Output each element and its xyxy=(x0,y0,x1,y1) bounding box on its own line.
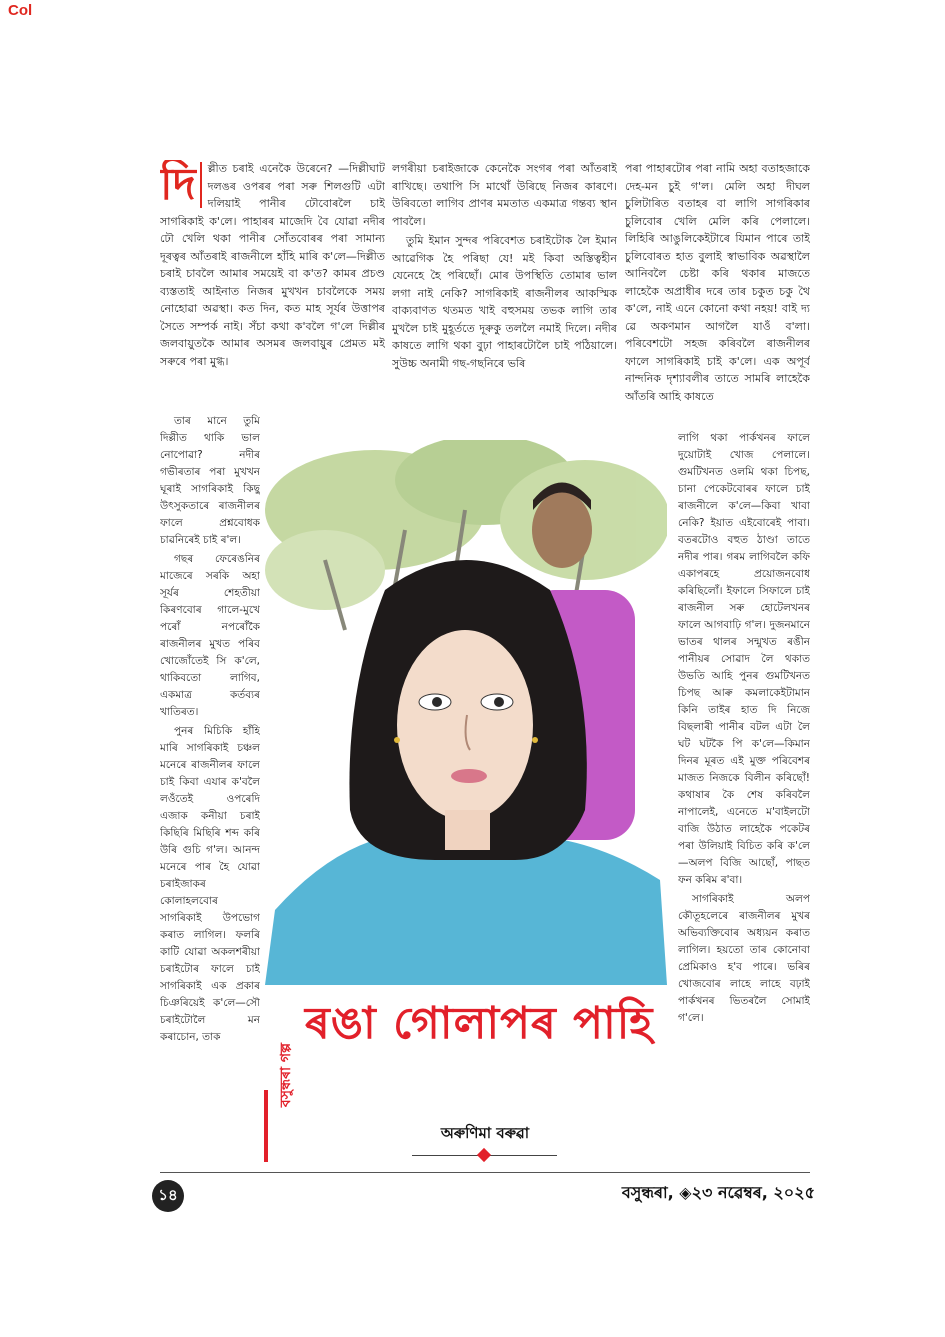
publication-name: বসুন্ধৰা, xyxy=(621,1183,674,1202)
publication-footer xyxy=(545,1180,815,1207)
column-3-paragraph: লাগি থকা পাৰ্কখনৰ ফালে দুয়োটাই খোজ পেলালে। গুমটিখনত ওলমি থকা চিপছ, চানা পেকেটবোৰৰ ফালে চাই ৰাজনীলে ক'লে—কিবা খাবা নেকি? ইয়াত এইবোৰেই পাবা। বতৰটোও বহুত ঠাণ্ডা তাতে নদীৰ পাৰ। গৰম লাগিবলৈ কফি একাপৰহে প্ৰয়োজনবোধ কৰিছিলোঁ। ইফালে সিফালে চাই ৰাজনীল সৰু হোটেলখনৰ ফালে আগবাঢ়ি গ'ল। দুজনমানে ভাতৰ থালৰ সন্মুখত ৰঙীন পানীয়ৰ সোৱাদ লৈ থকাত উভতি আহি পুনৰ গুমটিখনত চিপছ আৰু কমলাকেইটামান কিনি তাইৰ হাত দি নিজে বিছলাৰী পানীৰ বটল এটা লৈ ঘট ঘটকৈ পি ক'লে—কিমান দিনৰ মূৰত এই মুক্ত পৰিবেশৰ মাজত নিজকে বিলীন কৰিছোঁ! কথাষাৰ কৈ শেষ কৰিবলৈ নাপালেই, এনেতে ম'বাইলটো বাজি উঠাত লাহেকৈ পকেটৰ পৰা উলিয়াই বিচিত কৰি ক'লে—অলপ বিজি আছোঁ, পাছত ফন কৰিম ৰ'বা। xyxy=(678,432,810,886)
column-1-paragraph xyxy=(160,160,385,370)
column-3-top xyxy=(625,160,810,430)
column-3-paragraph: সাগৰিকাই অলপ কৌতূহলেৰে ৰাজনীলৰ মুখৰ অভিব্যক্তিবোৰ অধ্যয়ন কৰাত লাগিল। হয়তো তাৰ কোনোবা প্ৰেমিকাও হ'ব পাৰে। ভৰিৰ খোজবোৰ লাহে লাহে বঢ়াই পাৰ্কখনৰ ভিতৰলৈ সোমাই গ'লে। xyxy=(678,893,810,1024)
drop-cap: দি xyxy=(160,162,202,208)
column-2-paragraph: তুমি ইমান সুন্দৰ পৰিবেশত চৰাইটোক লৈ ইমান আৱেগিক হৈ পৰিছা যে! মই কিবা অস্তিত্বহীন যেনেহে হৈ পৰিছোঁ। মোৰ উপস্থিতি তোমাৰ ভাল লগা নাই নেকি? সাগৰিকাই ৰাজনীলৰ আকস্মিক বাক্যবাণত থতমত খাই বহুসময় তভক লাগি তাৰ মুখলৈ চাই মুহূৰ্ততে দূৰুকু তললৈ নমাই দিলে। নদীৰ কাষতে লাগি থকা বুঢ়া পাহাৰটোলৈ চাই পঠিয়ালে। সুউচ্চ অনামী গছ-গছনিৰে ভৰি xyxy=(392,234,617,370)
column-1-lower xyxy=(160,413,260,1173)
story-title: ৰঙা গোলাপৰ পাহি xyxy=(305,998,654,1049)
page-number: ১৪ xyxy=(152,1180,184,1212)
publication-date: ◈২৩ নৱেম্বৰ, ২০২৫ xyxy=(679,1183,815,1202)
footer-divider xyxy=(160,1172,810,1173)
column-3-right xyxy=(678,430,810,1170)
author-name: অৰুণিমা বৰুৱা xyxy=(440,1124,530,1142)
column-3-paragraph: পৰা পাহাৰটোৰ পৰা নামি অহা বতাহজাকে দেহ-মন চুই গ'ল। মেলি অহা দীঘল চুলিটাৰিত বতাহৰ বা লাগি সাগৰিকাৰ চুলিবোৰ খেলি মেলি কৰি পেলালে। লিহিৰি আঙুলিকেইটাৰে যিমান পাৰে তাই চুলিবোৰত হাত বুলাই স্বাভাবিক অৱস্থালৈ আনিবলৈ চেষ্টা কৰি থকাৰ মাজতে লাহেকৈ অপ্ৰাধীৰ দৰে তাৰ চকুত চকু থৈ ক'লে, নাই এনে কোনো কথা নহয়! বাই দ্য ৱে অকণমান আগলৈ যাওঁ ব'লা। পৰিবেশটো সহজ কৰিবলৈ ৰাজনীলৰ ফালে সাগৰিকাই চাই ক'লে। এক অপূৰ্ব নান্দনিক দৃশ্যাবলীৰ তাতে সামৰি লাহেকৈ আঁতৰি আহি কাষতে xyxy=(625,162,810,403)
column-2-paragraph: লগৰীয়া চৰাইজাকে কেনেকৈ সংগৰ পৰা আঁতৰাই ৰাখিছে। তথাপি সি মাথোঁ উৰিছে নিজৰ কাৰণে। উৰিবতো লাগিব প্ৰাণৰ মমতাত একমাত্ৰ গন্তব্য স্থান পাবলৈ। xyxy=(392,162,617,228)
genre-tag xyxy=(272,995,300,1155)
column-1-paragraph: পুনৰ মিচিকি হাঁহি মাৰি সাগৰিকাই চঞ্চল মনেৰে ৰাজনীলৰ ফালে চাই কিবা এযাৰ ক'বলৈ লওঁতেই ওপৰেদি এজাক কনীয়া চৰাই কিছিৰি মিছিৰি শব্দ কৰি উৰি গুচি গ'ল। আনন্দ মনেৰে পাৰ হৈ যোৱা চৰাইজাকৰ কোলাহলবোৰ সাগৰিকাই উপভোগ কৰাত লাগিল। ফলৰি কাটি যোৱা অকলশৰীয়া চৰাইটোৰ ফালে চাই সাগৰিকাই এক প্ৰকাৰ চিঞৰিয়েই ক'লে—সৌ চৰাইটোলৈ মন কৰাচোন, তাক xyxy=(160,725,260,1043)
genre-accent-bar xyxy=(264,1090,268,1162)
woman-portrait-illustration xyxy=(265,440,667,985)
genre-label: বসুন্ধৰা গল্প xyxy=(278,1042,294,1108)
paragraph-text: ল্লীত চৰাই এনেকৈ উৰেনে? —দিল্লীঘাট দলঙৰ ওপৰৰ পৰা সৰু শিলগুটি এটা দলিয়াই পানীৰ ঢৌবোৰলৈ চাই সাগৰিকাই ক'লে। পাহাৰৰ মাজেদি বৈ যোৱা নদীৰ ঢৌ খেলি থকা পানীৰ সোঁতবোৰৰ পৰা সামান্য দূৰত্বৰ আঁতৰাই ৰাজনীলে হাঁহি মাৰি ক'লে—দিল্লীত চৰাই চাবলৈ আমাৰ সময়েই বা ক'ত? কামৰ প্ৰচণ্ড ব্যস্ততাই আইনাত নিজৰ মুখখন চাবলৈকে সময় নোহোৱা অৱস্থা। কত দিন, কত মাহ সূৰ্যৰ উত্তাপৰ সৈতে সম্পৰ্ক নাই। সঁচা কথা ক'বলৈ গ'লে দিল্লীৰ জলবায়ুতকৈ আমাৰ অসমৰ জলবায়ুৰ প্ৰেমত মই সৰুৰে পৰা মুগ্ধ। xyxy=(160,162,385,368)
column-2 xyxy=(392,160,617,430)
corner-tag: Col xyxy=(8,2,33,19)
diamond-ornament-icon xyxy=(477,1148,491,1162)
column-1-paragraph: তাৰ মানে তুমি দিল্লীত থাকি ভাল নোপোৱা? নদীৰ গভীৰতাৰ পৰা মুখখন ঘূৰাই সাগৰিকাই কিছু উৎসুকতাৰে ৰাজনীলৰ ফালে প্ৰশ্নবোধক চাৱনিৰেই চাই ৰ'ল। xyxy=(160,415,260,546)
column-1-paragraph: গছৰ ফেৰেঙনিৰ মাজেৰে সৰকি অহা সূৰ্যৰ শেহতীয়া কিৰণবোৰ গালে-মুখে পৰোঁ নপৰোঁকৈ ৰাজনীলৰ মুখত পৰিব খোজোঁতেই সি ক'লে, থাকিবতো লাগিব, একমাত্ৰ কৰ্তব্যৰ খাতিৰত। xyxy=(160,553,260,718)
